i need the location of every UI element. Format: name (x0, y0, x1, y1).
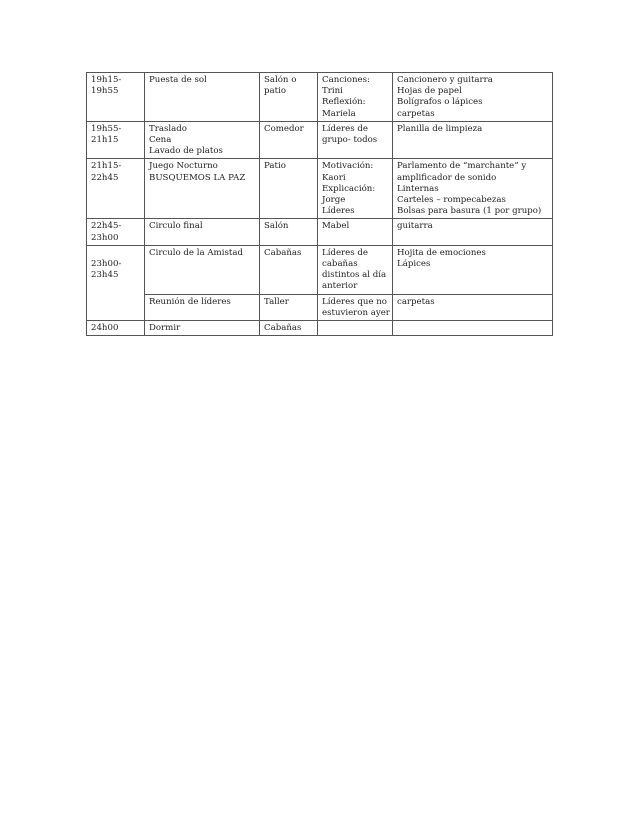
materials-cell (393, 294, 553, 320)
responsible-text: Explicación: (322, 183, 376, 194)
responsible-text: Mabel (322, 221, 350, 232)
responsible-text: Líderes (322, 206, 355, 217)
materials-text: Hojita de emociones (397, 247, 486, 258)
activity-cell (145, 245, 260, 294)
materials-text: Carteles – rompecabezas (397, 195, 506, 206)
responsible-cell (318, 245, 393, 294)
materials-text: Bolígrafos o lápices (397, 97, 483, 108)
responsible-cell (318, 219, 393, 245)
responsible-text: Líderes de (322, 123, 368, 134)
materials-text: Cancionero y guitarra (397, 75, 493, 85)
time-cell (87, 245, 145, 320)
place-text: Taller (264, 296, 289, 307)
responsible-text: Líderes que no (322, 296, 387, 307)
time-text: 24h00 (91, 323, 119, 334)
responsible-text: Trini (322, 86, 343, 97)
place-text: Salón o (264, 75, 297, 85)
materials-cell (393, 321, 553, 336)
table-row (87, 219, 553, 245)
activity-text: Juego Nocturno (149, 161, 218, 172)
time-text: 23h45 (91, 270, 119, 281)
time-spacer (91, 248, 140, 259)
activity-text: Lavado de platos (149, 146, 223, 157)
responsible-text: anterior (322, 281, 358, 292)
time-text: 21h15 (91, 135, 119, 146)
place-text: Salón (264, 221, 289, 232)
table-row (87, 321, 553, 336)
responsible-cell (318, 73, 393, 122)
materials-cell (393, 219, 553, 245)
responsible-text: estuvieron ayer (322, 307, 390, 318)
place-text: Cabañas (264, 323, 302, 334)
responsible-cell (318, 294, 393, 320)
materials-text: Linternas (397, 183, 439, 194)
place-cell (260, 245, 318, 294)
responsible-text: Reflexión: (322, 97, 366, 108)
place-cell (260, 294, 318, 320)
responsible-text: Canciones: (322, 75, 370, 85)
table-row (87, 73, 553, 122)
activity-text: Cena (149, 135, 172, 146)
materials-cell (393, 245, 553, 294)
place-cell (260, 121, 318, 159)
materials-cell (393, 159, 553, 219)
activity-text: BUSQUEMOS LA PAZ (149, 172, 246, 183)
time-cell (87, 73, 145, 122)
materials-text: Hojas de papel (397, 86, 462, 97)
activity-cell (145, 321, 260, 336)
schedule-table (86, 72, 553, 336)
time-cell (87, 121, 145, 159)
responsible-text: Jorge (322, 195, 346, 206)
place-cell (260, 219, 318, 245)
activity-cell (145, 219, 260, 245)
place-cell (260, 321, 318, 336)
time-text: 22h45- (91, 221, 122, 232)
table-row (87, 245, 553, 294)
responsible-text: distintos al día (322, 270, 387, 281)
responsible-text: Mariela (322, 108, 356, 119)
table-row (87, 121, 553, 159)
place-text: Patio (264, 161, 286, 172)
materials-text: Planilla de limpieza (397, 123, 483, 134)
activity-text: Circulo de la Amistad (149, 247, 243, 258)
place-text: Cabañas (264, 247, 302, 258)
time-cell (87, 321, 145, 336)
table-row (87, 159, 553, 219)
responsible-text: grupo- todos (322, 135, 378, 146)
place-cell (260, 73, 318, 122)
responsible-text: Motivación: (322, 161, 374, 172)
time-text: 19h15- (91, 75, 122, 85)
place-text: patio (264, 86, 287, 97)
time-text: 19h55 (91, 86, 119, 97)
place-cell (260, 159, 318, 219)
materials-text: Parlamento de “marchante” y amplificador de sonido (397, 161, 527, 183)
time-text: 23h00- (91, 258, 122, 269)
materials-text: Lápices (397, 259, 431, 270)
responsible-cell (318, 121, 393, 159)
materials-cell (393, 73, 553, 122)
materials-text: carpetas (397, 296, 435, 307)
materials-text: guitarra (397, 221, 433, 232)
place-text: Comedor (264, 123, 304, 134)
responsible-text: Líderes de (322, 247, 368, 258)
time-cell (87, 219, 145, 245)
responsible-cell (318, 321, 393, 336)
materials-text: carpetas (397, 108, 435, 119)
time-text: 19h55- (91, 123, 122, 134)
time-text: 22h45 (91, 172, 119, 183)
activity-cell (145, 294, 260, 320)
time-text: 21h15- (91, 161, 122, 172)
activity-text: Traslado (149, 123, 187, 134)
table-row (87, 294, 553, 320)
responsible-cell (318, 159, 393, 219)
activity-text: Reunión de líderes (149, 296, 231, 307)
time-cell (87, 159, 145, 219)
activity-text: Circulo final (149, 221, 203, 232)
activity-cell (145, 159, 260, 219)
responsible-text: cabañas (322, 259, 358, 270)
time-text: 23h00 (91, 232, 119, 243)
activity-text: Puesta de sol (149, 75, 207, 85)
activity-cell (145, 73, 260, 122)
materials-text: Bolsas para basura (1 por grupo) (397, 206, 542, 217)
activity-cell (145, 121, 260, 159)
activity-text: Dormir (149, 323, 181, 334)
materials-cell (393, 121, 553, 159)
responsible-text: Kaori (322, 172, 346, 183)
